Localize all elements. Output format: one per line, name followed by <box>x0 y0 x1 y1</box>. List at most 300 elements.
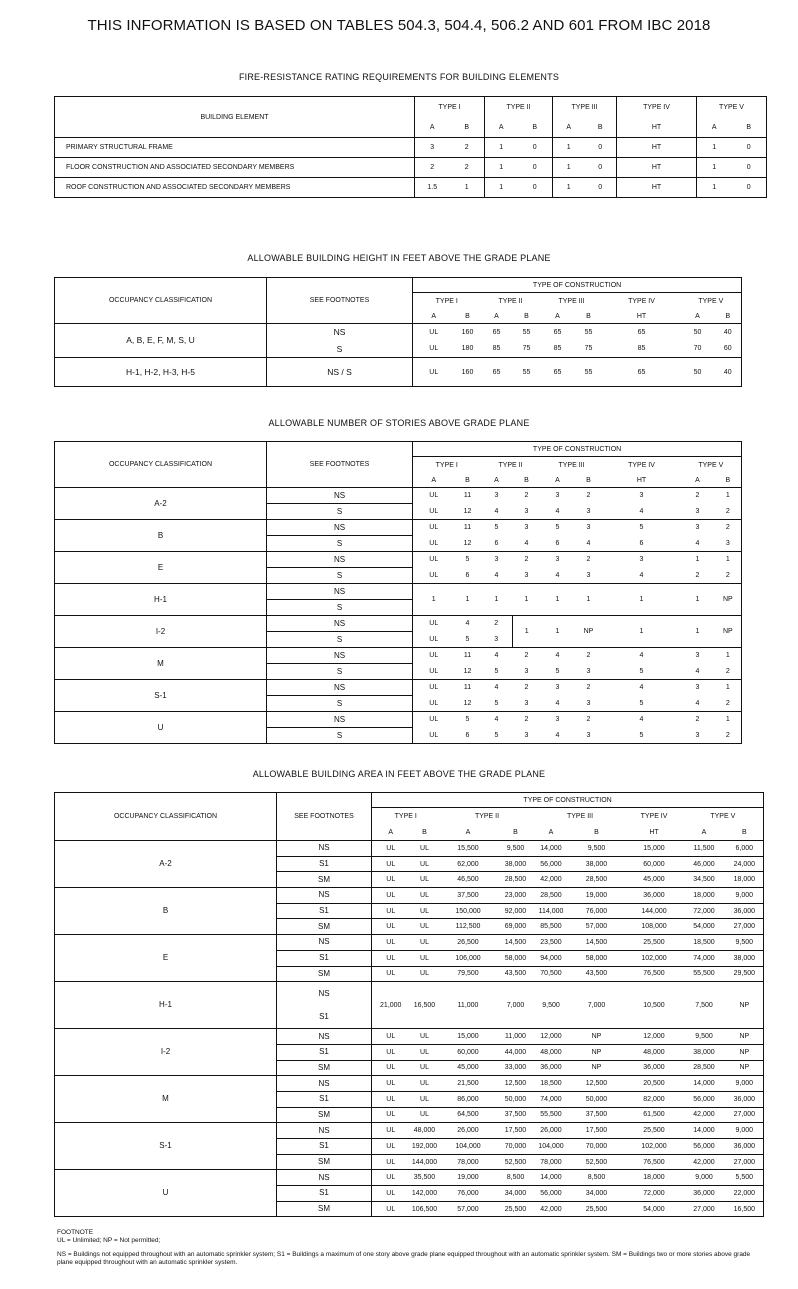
sub-header: A <box>683 825 726 841</box>
stories-value: 1 <box>541 584 575 616</box>
footnote-code: NS <box>267 680 413 696</box>
stories-value: 4 <box>494 684 499 692</box>
area-value: 14,000 <box>683 1076 726 1092</box>
area-value: 18,500 <box>535 1076 568 1092</box>
area-value: UL <box>410 1107 440 1123</box>
area-value: UL <box>372 1170 410 1186</box>
stories-value: 2 <box>524 556 529 564</box>
footnote-code: NS <box>277 1029 372 1045</box>
stories-value: 3 <box>555 556 560 564</box>
table-row <box>55 584 742 600</box>
area-value: 142,000 <box>410 1186 440 1202</box>
area-value: 18,000 <box>726 872 764 888</box>
stories-value: 3 <box>695 652 700 660</box>
height-value: 65 <box>541 358 575 387</box>
footnote-code: NS <box>267 488 413 504</box>
rating-value: 1 <box>553 178 585 198</box>
area-value: 35,500 <box>410 1170 440 1186</box>
area-value: 54,000 <box>683 919 726 935</box>
area-value: 18,000 <box>626 1170 683 1186</box>
type-header: TYPE V <box>698 297 724 305</box>
area-value: 10,500 <box>626 982 683 1029</box>
area-value: 12,000 <box>535 1029 568 1045</box>
stories-value: NP <box>715 616 742 648</box>
stories-value: 3 <box>575 696 603 712</box>
area-value: 9,500 <box>726 935 764 951</box>
area-value: 144,000 <box>410 1154 440 1170</box>
area-value: UL <box>372 1029 410 1045</box>
area-value: 52,500 <box>568 1154 626 1170</box>
area-value: 48,000 <box>626 1044 683 1060</box>
footnote-code: NS <box>267 648 413 664</box>
stories-value: 4 <box>541 568 575 584</box>
occupancy-class: H-1, H-2, H-3, H-5 <box>55 358 267 387</box>
stories-value: 2 <box>481 616 513 632</box>
sub-header: B <box>518 118 553 138</box>
area-value: 25,500 <box>626 935 683 951</box>
stories-value: 5 <box>481 728 513 744</box>
area-value: 192,000 <box>410 1139 440 1155</box>
stories-value: 2 <box>586 652 591 660</box>
area-value: 26,000 <box>535 1123 568 1139</box>
building-element-label: ROOF CONSTRUCTION AND ASSOCIATED SECONDARY MEMBERS <box>55 178 415 198</box>
footnote-code: S1 <box>277 1005 372 1029</box>
type-header: TYPE V <box>697 97 767 118</box>
area-value: 29,500 <box>726 966 764 982</box>
area-value: 19,000 <box>568 888 626 904</box>
area-value: 106,000 <box>440 950 497 966</box>
area-value: UL <box>410 872 440 888</box>
area-value: 28,500 <box>568 872 626 888</box>
table-row <box>55 982 764 1006</box>
stories-value: 1 <box>681 584 715 616</box>
stories-value: 6 <box>455 728 481 744</box>
area-value: 9,000 <box>726 1076 764 1092</box>
table-row <box>55 935 764 951</box>
rating-value: 1 <box>450 178 485 198</box>
area-value: 11,000 <box>497 1029 535 1045</box>
stories-value: 3 <box>639 492 644 500</box>
area-value: UL <box>410 1044 440 1060</box>
stories-value: 1 <box>455 584 481 616</box>
area-heading: ALLOWABLE BUILDING AREA IN FEET ABOVE THE GRADE PLANE <box>252 769 546 779</box>
area-value: 56,000 <box>683 1139 726 1155</box>
area-value: 15,500 <box>440 841 497 857</box>
table-row <box>55 841 764 857</box>
area-value: 38,000 <box>497 856 535 872</box>
area-value: 56,000 <box>535 1186 568 1202</box>
area-value: 55,500 <box>535 1107 568 1123</box>
area-value: UL <box>372 1123 410 1139</box>
height-value: UL <box>413 341 455 358</box>
area-value: 14,500 <box>497 935 535 951</box>
area-value: 16,500 <box>726 1201 764 1217</box>
height-value: 60 <box>715 341 742 358</box>
area-value: 62,000 <box>440 856 497 872</box>
stories-value: 4 <box>541 728 575 744</box>
area-value: UL <box>372 1044 410 1060</box>
area-value: 79,500 <box>440 966 497 982</box>
type-header: TYPE I <box>394 812 417 820</box>
rating-value: 1 <box>485 138 518 158</box>
area-value: 74,000 <box>535 1091 568 1107</box>
area-value: 45,000 <box>626 872 683 888</box>
table-row <box>55 488 742 504</box>
sub-header: A <box>440 825 497 841</box>
area-value: 74,000 <box>683 950 726 966</box>
rating-value: 0 <box>732 158 767 178</box>
stories-value: 12 <box>455 504 481 520</box>
area-value: 6,000 <box>726 841 764 857</box>
rating-value: 0 <box>518 138 553 158</box>
area-value: 102,000 <box>626 1139 683 1155</box>
rating-value: 1 <box>485 158 518 178</box>
rating-value: 3 <box>415 138 450 158</box>
area-value: UL <box>410 841 440 857</box>
area-value: 85,500 <box>535 919 568 935</box>
area-value: 114,000 <box>535 903 568 919</box>
sub-header: B <box>585 118 617 138</box>
occupancy-class: B <box>55 520 267 552</box>
area-value: 36,000 <box>726 1091 764 1107</box>
area-value: 54,000 <box>626 1201 683 1217</box>
sub-header: B <box>455 310 481 324</box>
footnote-code: SM <box>277 966 372 982</box>
area-value: 9,000 <box>726 1123 764 1139</box>
area-value: UL <box>372 841 410 857</box>
area-value: 70,000 <box>568 1139 626 1155</box>
rating-value: 1 <box>485 178 518 198</box>
area-value: 104,000 <box>535 1139 568 1155</box>
rating-value: 0 <box>585 158 617 178</box>
area-value: UL <box>372 1186 410 1202</box>
footnote-code: S <box>267 728 413 744</box>
height-value: 65 <box>603 358 681 387</box>
stories-value: 11 <box>463 652 472 660</box>
stories-value: 5 <box>639 524 644 532</box>
occupancy-class: A, B, E, F, M, S, U <box>55 324 267 358</box>
stories-value: UL <box>429 620 439 628</box>
footnote-code: SM <box>277 1107 372 1123</box>
area-value: 42,000 <box>683 1107 726 1123</box>
area-value: 9,500 <box>683 1029 726 1045</box>
footnote-code: SM <box>277 872 372 888</box>
rating-value: 0 <box>518 178 553 198</box>
area-value: 55,500 <box>683 966 726 982</box>
occupancy-class: U <box>55 712 267 744</box>
type-header: TYPE IV <box>617 97 697 118</box>
height-value: 55 <box>522 328 531 336</box>
footnote-code: NS <box>267 584 413 600</box>
table-row <box>55 648 742 664</box>
footnote-line-2: NS = Buildings not equipped throughout with an automatic sprinkler system; S1 = Buildings a maximum of one story above grade plane equipped throughout with an automatic sprinkler system. SM = Buildings two or more stories above grade plane equipped throughout with an automatic sprinkler system. <box>57 1251 751 1266</box>
footnote-code: S <box>267 600 413 616</box>
occupancy-class: M <box>55 648 267 680</box>
area-value: 36,000 <box>683 1186 726 1202</box>
footnote-code: S <box>267 696 413 712</box>
stories-value: 3 <box>494 492 499 500</box>
area-value: 27,000 <box>726 1154 764 1170</box>
rating-value: 1.5 <box>415 178 450 198</box>
stories-value: 5 <box>603 696 681 712</box>
footnote-code: NS <box>267 616 413 632</box>
area-value: 9,500 <box>535 982 568 1029</box>
stories-value: 1 <box>575 584 603 616</box>
area-value: 50,000 <box>497 1091 535 1107</box>
area-value: 27,000 <box>683 1201 726 1217</box>
area-value: 70,500 <box>535 966 568 982</box>
area-value: 34,500 <box>683 872 726 888</box>
footnote-block <box>57 1229 757 1267</box>
area-value: 34,000 <box>497 1186 535 1202</box>
type-header: TYPE I <box>415 97 485 118</box>
stories-value: 4 <box>639 684 644 692</box>
building-element-label: PRIMARY STRUCTURAL FRAME <box>55 138 415 158</box>
area-value: UL <box>410 935 440 951</box>
sub-header: A <box>681 310 715 324</box>
footnote-code: NS <box>267 712 413 728</box>
area-value: 8,500 <box>497 1170 535 1186</box>
sub-header: A <box>415 118 450 138</box>
area-value: 36,000 <box>626 888 683 904</box>
area-value: 108,000 <box>626 919 683 935</box>
area-value: NP <box>568 1060 626 1076</box>
area-value: 12,500 <box>568 1076 626 1092</box>
table-row <box>55 278 742 293</box>
stories-value: 2 <box>524 716 529 724</box>
area-value: 21,500 <box>440 1076 497 1092</box>
area-value: 15,000 <box>440 1029 497 1045</box>
stories-value: 1 <box>513 584 541 616</box>
footnote-code: S1 <box>277 1139 372 1155</box>
sub-header: HT <box>603 310 681 324</box>
area-value: 70,000 <box>497 1139 535 1155</box>
stories-value: 3 <box>575 568 603 584</box>
area-value: 24,000 <box>726 856 764 872</box>
area-value: 76,000 <box>440 1186 497 1202</box>
area-value: UL <box>410 966 440 982</box>
rating-value: 1 <box>553 158 585 178</box>
occupancy-class: S-1 <box>55 680 267 712</box>
sub-header: B <box>513 474 541 488</box>
height-value: 55 <box>584 328 593 336</box>
table-row <box>55 138 767 158</box>
stories-value: 2 <box>586 684 591 692</box>
area-value: 7,000 <box>497 982 535 1029</box>
area-value: 57,000 <box>440 1201 497 1217</box>
stories-value: 5 <box>455 632 481 648</box>
type-header: TYPE IV <box>628 297 655 305</box>
area-value: 45,000 <box>440 1060 497 1076</box>
table-row <box>55 680 742 696</box>
stories-value: 3 <box>681 504 715 520</box>
stories-value: 5 <box>541 664 575 680</box>
area-value: 8,500 <box>568 1170 626 1186</box>
table-row <box>55 324 742 341</box>
area-value: 48,000 <box>535 1044 568 1060</box>
stories-value: 3 <box>513 568 541 584</box>
stories-value: 3 <box>695 684 700 692</box>
area-value: 14,500 <box>568 935 626 951</box>
stories-value: 5 <box>481 664 513 680</box>
stories-value: 6 <box>541 536 575 552</box>
stories-value: 2 <box>586 716 591 724</box>
area-value: 48,000 <box>410 1123 440 1139</box>
area-value: 78,000 <box>440 1154 497 1170</box>
occupancy-class: E <box>55 552 267 584</box>
stories-value: 1 <box>725 684 730 692</box>
sub-header: B <box>497 825 535 841</box>
table-row <box>55 888 764 904</box>
area-value: NP <box>568 1029 626 1045</box>
stories-value: 3 <box>555 684 560 692</box>
height-value: 50 <box>681 358 715 387</box>
stories-value: 4 <box>555 652 560 660</box>
sub-header: B <box>575 310 603 324</box>
area-value: NP <box>726 1044 764 1060</box>
footnotes-header: SEE FOOTNOTES <box>267 278 413 324</box>
height-value: 55 <box>575 358 603 387</box>
sub-header: B <box>568 825 626 841</box>
area-value: 61,500 <box>626 1107 683 1123</box>
area-value: 58,000 <box>568 950 626 966</box>
area-value: 26,500 <box>440 935 497 951</box>
area-value: 20,500 <box>626 1076 683 1092</box>
stories-value: 3 <box>681 728 715 744</box>
stories-value: 3 <box>639 556 644 564</box>
stories-value: 5 <box>555 524 560 532</box>
stories-value: 1 <box>413 584 455 616</box>
area-value: 37,500 <box>568 1107 626 1123</box>
stories-value: 1 <box>513 616 541 648</box>
stories-value: UL <box>429 556 439 564</box>
area-value: 36,000 <box>535 1060 568 1076</box>
area-value: 36,000 <box>726 1139 764 1155</box>
stories-value: UL <box>413 504 455 520</box>
occupancy-header: OCCUPANCY CLASSIFICATION <box>55 442 267 488</box>
footnote-code: S <box>267 664 413 680</box>
type-header: TYPE II <box>498 461 523 469</box>
area-value: 22,000 <box>726 1186 764 1202</box>
sub-header: B <box>726 825 764 841</box>
footnote-code: SM <box>277 1201 372 1217</box>
area-value: NP <box>568 1044 626 1060</box>
area-value: NP <box>726 1060 764 1076</box>
area-value: 43,500 <box>568 966 626 982</box>
area-value: UL <box>410 1091 440 1107</box>
footnote-line-1: UL = Unlimited; NP = Not permitted; <box>57 1237 161 1244</box>
sub-header: A <box>681 474 715 488</box>
stories-value: 4 <box>481 568 513 584</box>
area-value: 17,500 <box>497 1123 535 1139</box>
footnote-code: S1 <box>277 1044 372 1060</box>
footnote-code: NS <box>277 1076 372 1092</box>
stories-value: 2 <box>586 492 591 500</box>
type-header: TYPE V <box>710 812 736 820</box>
stories-value: UL <box>429 652 439 660</box>
footnote-code: NS <box>277 935 372 951</box>
area-value: 57,000 <box>568 919 626 935</box>
footnotes-header: SEE FOOTNOTES <box>277 793 372 841</box>
stories-value: 4 <box>575 536 603 552</box>
stories-value: 3 <box>555 716 560 724</box>
stories-value: 2 <box>715 728 742 744</box>
area-value: UL <box>410 888 440 904</box>
area-value: 5,500 <box>726 1170 764 1186</box>
stories-value: 1 <box>541 616 575 648</box>
height-value: 40 <box>723 328 732 336</box>
stories-value: 4 <box>681 664 715 680</box>
fire-resistance-table <box>54 96 767 198</box>
height-value: 85 <box>603 341 681 358</box>
page-title: THIS INFORMATION IS BASED ON TABLES 504.3, 504.4, 506.2 AND 601 FROM IBC 2018 <box>87 17 711 34</box>
occupancy-class: H-1 <box>55 982 277 1029</box>
stories-value: 4 <box>481 504 513 520</box>
stories-value: 2 <box>725 524 730 532</box>
stories-value: 3 <box>513 504 541 520</box>
area-value: 9,500 <box>497 841 535 857</box>
stories-value: 3 <box>494 556 499 564</box>
stories-value: 3 <box>575 728 603 744</box>
rating-value: HT <box>617 138 697 158</box>
area-value: UL <box>372 919 410 935</box>
footnote-code: S1 <box>277 903 372 919</box>
height-heading: ALLOWABLE BUILDING HEIGHT IN FEET ABOVE THE GRADE PLANE <box>247 253 551 263</box>
stories-value: 2 <box>524 492 529 500</box>
stories-value: 3 <box>575 664 603 680</box>
footnote-code: S1 <box>277 950 372 966</box>
stories-value: 3 <box>513 728 541 744</box>
area-value: UL <box>372 1139 410 1155</box>
height-value: 160 <box>455 358 481 387</box>
stories-value: 1 <box>681 616 715 648</box>
footnote-code: NS / S <box>267 358 413 387</box>
height-value: 180 <box>455 341 481 358</box>
area-value: NP <box>726 982 764 1029</box>
rating-value: HT <box>617 178 697 198</box>
area-value: 43,500 <box>497 966 535 982</box>
area-value: 19,000 <box>440 1170 497 1186</box>
area-value: 21,000 <box>372 982 410 1029</box>
area-value: 76,000 <box>568 903 626 919</box>
area-value: 15,000 <box>626 841 683 857</box>
table-row <box>55 793 764 808</box>
sub-header: A <box>413 474 455 488</box>
rating-value: 2 <box>450 158 485 178</box>
footnote-title: FOOTNOTE <box>57 1229 94 1236</box>
sub-header: HT <box>626 825 683 841</box>
footnote-code: SM <box>277 1154 372 1170</box>
area-value: 7,500 <box>683 982 726 1029</box>
area-value: UL <box>372 1091 410 1107</box>
occupancy-header: OCCUPANCY CLASSIFICATION <box>55 278 267 324</box>
sub-header: A <box>413 310 455 324</box>
area-value: 25,500 <box>497 1201 535 1217</box>
area-value: UL <box>372 935 410 951</box>
table-row <box>55 1076 764 1092</box>
stories-value: 5 <box>481 696 513 712</box>
stories-value: 4 <box>639 716 644 724</box>
area-value: 11,000 <box>440 982 497 1029</box>
table-row <box>55 712 742 728</box>
type-header: TYPE II <box>474 812 500 820</box>
area-value: 78,000 <box>535 1154 568 1170</box>
type-of-construction-header: TYPE OF CONSTRUCTION <box>372 793 764 808</box>
type-header: TYPE V <box>698 461 724 469</box>
area-value: UL <box>410 1029 440 1045</box>
area-value: 38,000 <box>726 950 764 966</box>
area-value: 25,500 <box>568 1201 626 1217</box>
